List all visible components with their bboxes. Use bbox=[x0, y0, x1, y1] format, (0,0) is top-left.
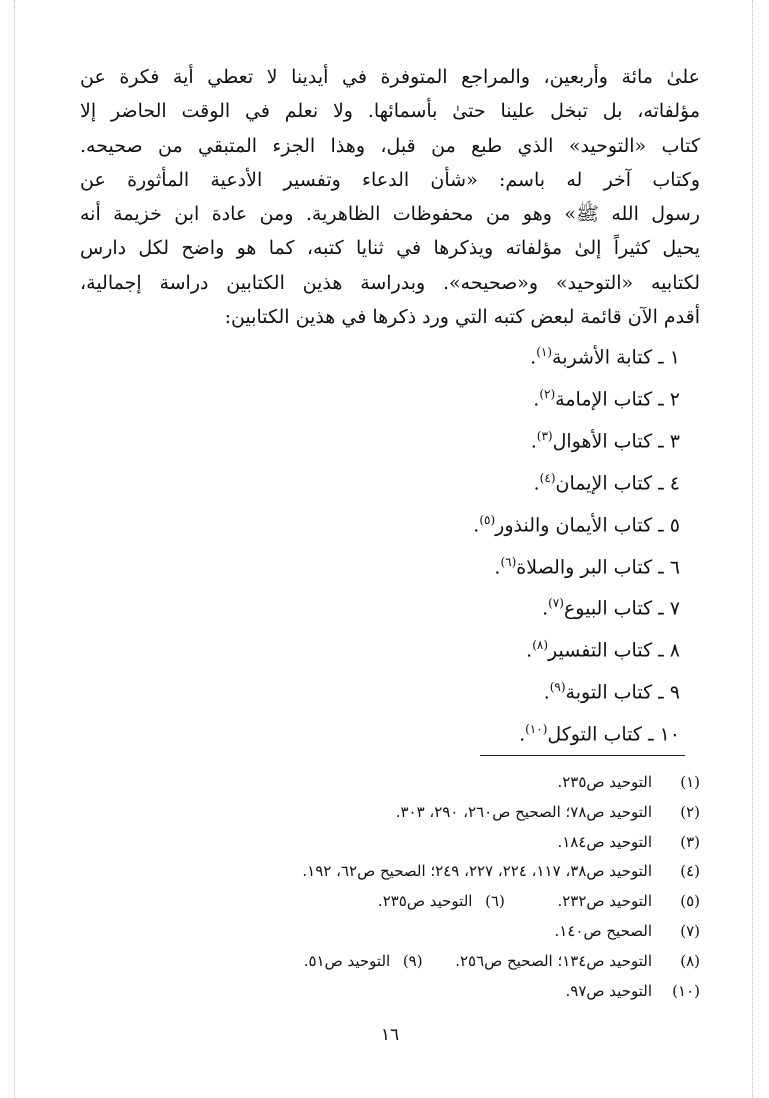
footnote-number: (٤) bbox=[680, 862, 700, 881]
book-list bbox=[80, 334, 700, 752]
paragraph-line: لكتابيه «التوحيد» و«صحيحه». وبدراسة هذين الكتابين دراسة إجمالية، bbox=[80, 271, 700, 294]
footnote-text: التوحيد ص١٣٤؛ الصحيح ص٢٥٦. bbox=[455, 951, 652, 970]
paragraph-line: يحيل كثيراً إلىٰ مؤلفاته ويذكرها في ثنايا كتبه، كما هو واضح لكل دارس bbox=[80, 237, 700, 260]
paragraph-line: مؤلفاته، بل تبخل علينا حتىٰ بأسمائها. ولا نعلم في الوقت الحاضر إلا bbox=[80, 100, 700, 123]
footnote-text: التوحيد ص٥١. bbox=[303, 951, 391, 970]
page-body bbox=[80, 60, 700, 753]
footnote-ref: (١٠) bbox=[525, 721, 548, 736]
footnote bbox=[120, 887, 700, 917]
book-number: ٩ bbox=[669, 681, 680, 704]
intro-paragraph bbox=[80, 60, 700, 334]
footnote-ref: (٣) bbox=[536, 429, 553, 444]
book-number: ٦ bbox=[669, 555, 680, 578]
paragraph-line: علىٰ مائة وأربعين، والمراجع المتوفرة في أيدينا لا تعطي أية فكرة عن bbox=[80, 66, 700, 88]
scan-edge-left bbox=[14, 0, 15, 1098]
book-item: ٢ ـ كتاب الإمامة$^{(٢)}$. bbox=[533, 387, 680, 411]
book-item: ٥ ـ كتاب الأيمان والنذور$^{(٥)}$. bbox=[473, 512, 680, 537]
footnote-number: (٧) bbox=[680, 921, 700, 940]
footnote-number: (١٠) bbox=[672, 981, 700, 1000]
footnote-text: التوحيد ص٧٨؛ الصحيح ص٢٦٠، ٢٩٠، ٣٠٣. bbox=[395, 802, 652, 821]
book-number: ٧ bbox=[669, 597, 680, 620]
book-number: ١٠ bbox=[659, 723, 680, 746]
book-item: ١ ـ كتابة الأشربة$^{(١)}$. bbox=[530, 345, 680, 369]
footnote bbox=[120, 828, 700, 858]
footnote-number: (٢) bbox=[680, 802, 700, 821]
page-number: ١٦ bbox=[380, 1025, 400, 1045]
paragraph-line: وكتاب آخر له باسم: «شأن الدعاء وتفسير الأدعية المأثورة عن bbox=[80, 168, 700, 191]
book-number: ٣ bbox=[669, 430, 680, 453]
footnote-text: التوحيد ص٩٧. bbox=[565, 981, 652, 1000]
footnote-ref: (٦) bbox=[500, 554, 517, 569]
paragraph-line: كتاب «التوحيد» الذي طبع من قبل، وهذا الجزء المتبقي من صحيحه. bbox=[80, 134, 700, 157]
footnotes bbox=[120, 768, 700, 1006]
footnote-ref: (٥) bbox=[479, 512, 496, 527]
footnote-number: (٦) bbox=[485, 892, 505, 911]
book-item: ١٠ ـ كتاب التوكل$^{(١٠)}$. bbox=[519, 721, 680, 746]
book-title: كتاب البيوع bbox=[563, 597, 653, 620]
book-item: ٨ ـ كتاب التفسير$^{(٨)}$. bbox=[526, 638, 680, 662]
footnote-number: (٩) bbox=[402, 951, 423, 970]
book-title: كتاب الأهوال bbox=[552, 430, 653, 453]
footnote-ref: (٤) bbox=[539, 470, 556, 485]
footnote-separator bbox=[480, 755, 685, 756]
book-item: ٤ ـ كتاب الإيمان$^{(٤)}$. bbox=[533, 470, 680, 495]
book-title: كتاب البر والصلاة bbox=[516, 555, 653, 578]
paragraph-line: أقدم الآن قائمة لبعض كتبه التي ورد ذكرها في هذين الكتابين: bbox=[224, 306, 700, 329]
footnote-ref: (٩) bbox=[549, 680, 566, 694]
book-number: ١ bbox=[669, 346, 680, 369]
footnote-ref: (٢) bbox=[539, 387, 556, 402]
footnote bbox=[120, 768, 700, 798]
footnote-number: (٣) bbox=[680, 832, 700, 851]
footnote bbox=[120, 947, 700, 977]
book-title: كتابة الأشربة bbox=[552, 346, 653, 369]
book-title: كتاب الإمامة bbox=[555, 388, 653, 411]
book-title: كتاب الأيمان والنذور bbox=[495, 514, 653, 537]
footnote bbox=[120, 857, 700, 887]
footnote-number: (٨) bbox=[680, 951, 700, 970]
book-item: ٣ ـ كتاب الأهوال$^{(٣)}$. bbox=[530, 429, 680, 453]
footnote bbox=[120, 798, 700, 828]
book-title: كتاب التوكل bbox=[547, 723, 642, 746]
footnote-number: (١) bbox=[680, 773, 700, 791]
footnote-text: التوحيد ص٢٣٢. bbox=[557, 892, 652, 911]
book-item: ٧ ـ كتاب البيوع$^{(٧)}$. bbox=[542, 596, 680, 620]
footnote-text: التوحيد ص٣٨، ١١٧، ٢٢٤، ٢٢٧، ٢٤٩؛ الصحيح ص٦٢، ١٩٢. bbox=[302, 862, 652, 881]
footnote-ref: (١) bbox=[536, 345, 553, 360]
footnote bbox=[120, 977, 700, 1007]
book-title: كتاب التفسير bbox=[548, 639, 653, 662]
book-title: كتاب الإيمان bbox=[555, 472, 653, 495]
book-number: ٨ bbox=[669, 639, 680, 662]
book-item: ٩ ـ كتاب التوبة$^{(٩)}$. bbox=[543, 680, 680, 704]
book-number: ٤ bbox=[669, 472, 680, 495]
footnote-text: التوحيد ص٢٣٥. bbox=[377, 892, 473, 911]
footnote-ref: (٧) bbox=[548, 596, 564, 611]
footnote bbox=[120, 917, 700, 947]
footnote-text: التوحيد ص٢٣٥. bbox=[557, 773, 652, 791]
footnote-ref: (٨) bbox=[532, 638, 549, 653]
scan-edge-right bbox=[752, 0, 753, 1098]
footnote-text: الصحيح ص١٤٠. bbox=[554, 921, 652, 940]
paragraph-line: رسول الله ﷺ» وهو من محفوظات الظاهرية. ومن عادة ابن خزيمة أنه bbox=[80, 203, 700, 226]
book-title: كتاب التوبة bbox=[565, 681, 653, 704]
footnote-text: التوحيد ص١٨٤. bbox=[557, 832, 652, 851]
footnote-number: (٥) bbox=[680, 892, 700, 911]
book-item: ٦ ـ كتاب البر والصلاة$^{(٦)}$. bbox=[494, 554, 680, 578]
book-number: ٥ bbox=[669, 514, 680, 537]
book-number: ٢ bbox=[669, 388, 680, 411]
